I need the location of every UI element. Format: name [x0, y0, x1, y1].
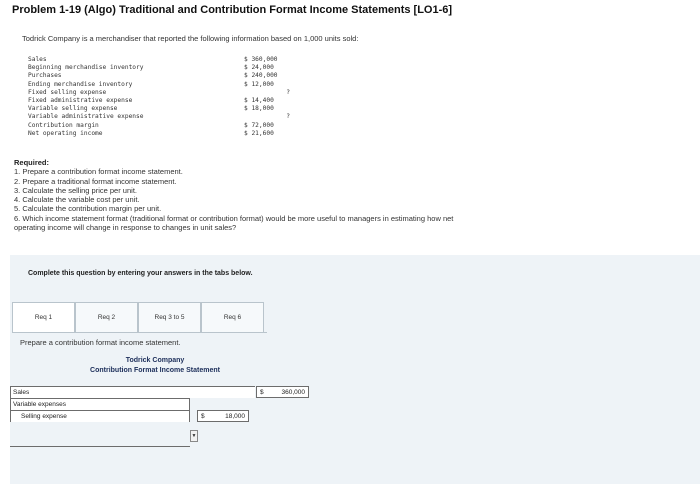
complete-note: Complete this question by entering your answers in the tabs below.	[28, 270, 253, 277]
tab-req-1[interactable]: Req 1	[12, 302, 75, 332]
statement-title: Contribution Format Income Statement	[90, 367, 220, 374]
required-heading: Required:	[14, 158, 50, 167]
required-item: operating income will change in response to changes in unit sales?	[14, 223, 237, 233]
statement-table	[10, 386, 310, 439]
given-row: Fixed administrative expense $ 14,400	[28, 96, 274, 104]
currency-symbol: $	[260, 389, 264, 396]
req-tabs	[12, 302, 264, 332]
given-data-list	[28, 56, 290, 138]
sales-label: Sales	[13, 389, 30, 396]
tab-divider	[12, 332, 267, 333]
statement-company: Todrick Company	[125, 357, 185, 364]
sales-amount-value: 360,000	[281, 389, 305, 396]
tab-req-6[interactable]: Req 6	[201, 302, 264, 332]
tab-req-3-to-5[interactable]: Req 3 to 5	[138, 302, 201, 332]
required-item: 6. Which income statement format (traditional format or contribution format) would be more useful to managers in estimating how net	[14, 213, 454, 223]
given-row: Beginning merchandise inventory $ 24,000	[28, 64, 274, 72]
selling-expense-label: Selling expense	[21, 413, 67, 420]
table-bottom-border	[10, 446, 190, 447]
required-item: 5. Calculate the contribution margin per unit.	[14, 204, 162, 214]
selling-expense-value: 18,000	[225, 413, 245, 420]
currency-symbol: $	[201, 413, 205, 420]
given-row: Sales $ 360,000	[28, 56, 278, 63]
tab-req-2[interactable]: Req 2	[75, 302, 138, 332]
income-statement	[10, 356, 310, 439]
required-item: 3. Calculate the selling price per unit.	[14, 185, 137, 195]
required-item: 1. Prepare a contribution format income statement.	[14, 167, 183, 177]
instruction-text: Prepare a contribution format income statement.	[20, 338, 181, 347]
given-row: Net operating income $ 21,600	[28, 129, 274, 137]
given-row: Variable selling expense $ 18,000	[28, 105, 274, 113]
table-row-sales	[10, 386, 305, 398]
variable-expenses-label: Variable expenses	[13, 401, 66, 408]
problem-intro: Todrick Company is a merchandiser that reported the following information based on 1,000 units sold:	[22, 34, 359, 43]
table-row-variable-expenses	[10, 398, 190, 410]
required-item: 4. Calculate the variable cost per unit.	[14, 195, 140, 205]
sales-amount-field[interactable]	[256, 386, 309, 398]
table-row-selling-expense[interactable]	[10, 410, 245, 422]
problem-title: Problem 1-19 (Algo) Traditional and Contribution Format Income Statements [LO1-6]	[12, 4, 453, 16]
given-row: Variable administrative expense ?	[28, 113, 290, 121]
required-item: 2. Prepare a traditional format income statement.	[14, 176, 177, 186]
given-row: Contribution margin $ 72,000	[28, 121, 274, 129]
given-row: Fixed selling expense ?	[28, 88, 290, 96]
given-row: Purchases $ 240,000	[28, 72, 278, 80]
required-section	[14, 158, 614, 232]
given-row: Ending merchandise inventory $ 12,000	[28, 80, 274, 88]
selling-expense-field[interactable]	[197, 410, 249, 422]
chevron-down-icon[interactable]: ▼	[190, 430, 198, 442]
